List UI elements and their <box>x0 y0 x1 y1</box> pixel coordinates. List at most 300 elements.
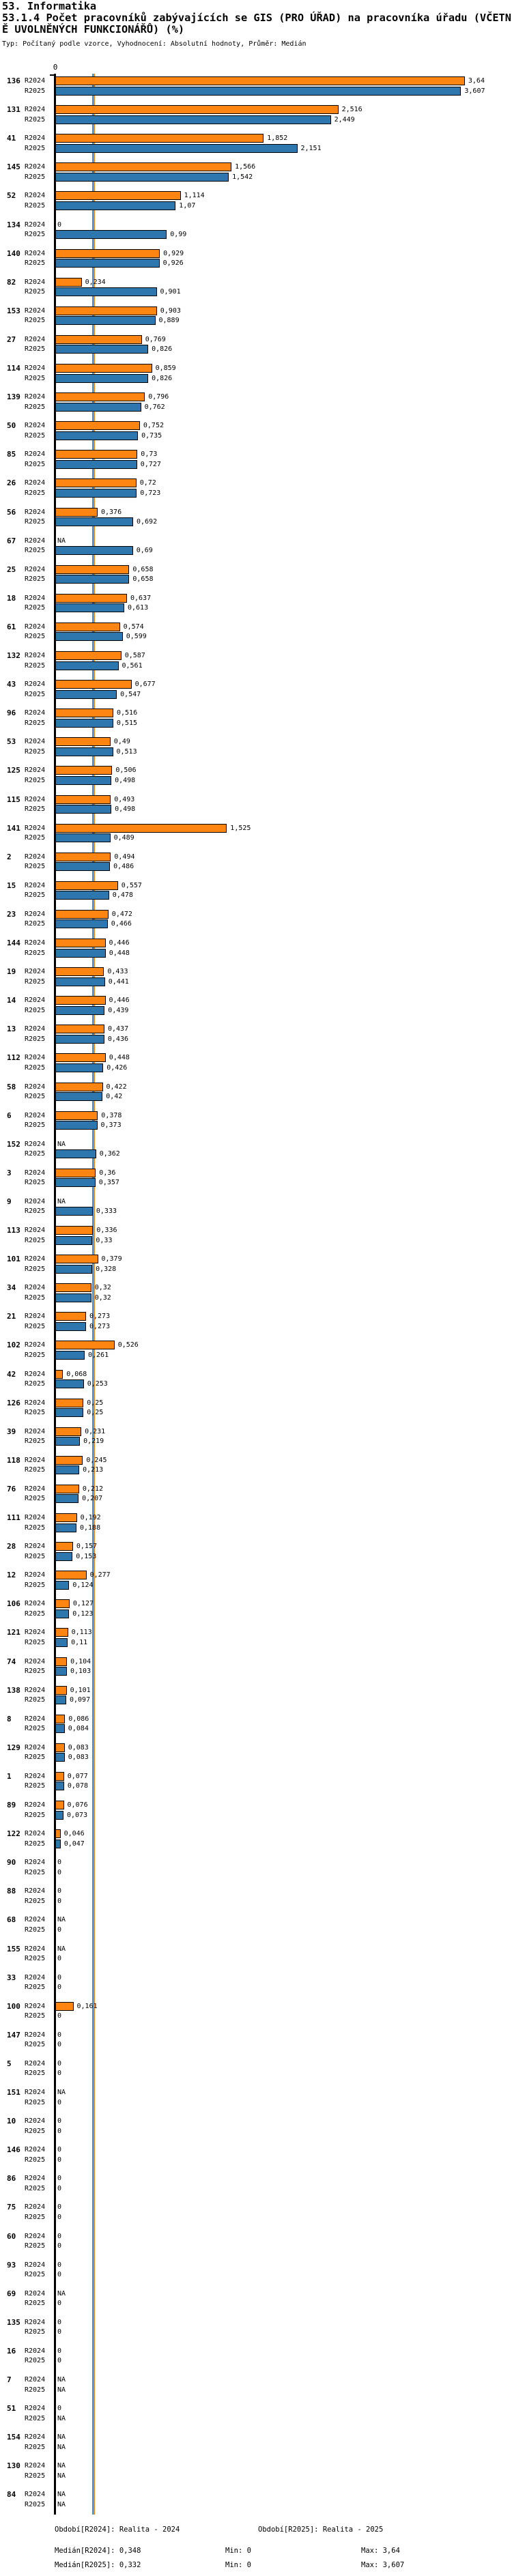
value-label-r2024: NA <box>57 2289 66 2298</box>
group-id-label: 53 <box>7 737 16 747</box>
bar-row-r2025 <box>0 1983 512 1992</box>
series-label-r2025: R2025 <box>25 2098 46 2106</box>
bar-row-r2025 <box>0 1494 512 1503</box>
series-label-r2025: R2025 <box>25 1581 46 1589</box>
bar-row-r2025 <box>0 2127 512 2136</box>
value-bar-r2024 <box>55 680 132 689</box>
bar-group <box>0 1485 512 1504</box>
value-bar-r2024 <box>55 134 264 143</box>
series-label-r2024: R2024 <box>25 939 46 947</box>
bar-group <box>0 1456 512 1476</box>
series-label-r2024: R2024 <box>25 2203 46 2212</box>
series-label-r2024: R2024 <box>25 1255 46 1263</box>
value-bar-r2024 <box>55 1542 73 1551</box>
group-id-label: 10 <box>7 2117 16 2126</box>
bar-row-r2024 <box>0 1283 512 1292</box>
value-bar-r2025 <box>55 489 137 498</box>
series-label-r2025: R2025 <box>25 2156 46 2164</box>
value-label-r2024: 1,114 <box>184 192 205 200</box>
bar-group <box>0 1743 512 1763</box>
bar-row-r2024 <box>0 1973 512 1982</box>
value-bar-r2024 <box>55 824 227 833</box>
bar-row-r2025 <box>0 287 512 296</box>
value-label-r2025: 0,25 <box>87 1409 104 1417</box>
series-label-r2024: R2024 <box>25 278 46 286</box>
series-label-r2024: R2024 <box>25 2491 46 2499</box>
value-label-r2025: 0,11 <box>71 1638 88 1646</box>
value-label-r2024: 0 <box>57 2232 62 2240</box>
value-label-r2024: 0,516 <box>117 709 138 717</box>
series-label-r2025: R2025 <box>25 2414 46 2422</box>
value-label-r2025: 0,273 <box>89 1322 111 1330</box>
value-bar-r2024 <box>55 853 111 861</box>
group-id-label: 114 <box>7 364 20 373</box>
value-label-r2025: 0,926 <box>162 259 184 268</box>
group-id-label: 43 <box>7 680 16 689</box>
bar-row-r2025 <box>0 690 512 699</box>
series-label-r2024: R2024 <box>25 2059 46 2067</box>
bar-group <box>0 76 512 96</box>
value-bar-r2025 <box>55 345 148 354</box>
bar-row-r2024 <box>0 2117 512 2126</box>
bar-row-r2025 <box>0 2356 512 2365</box>
value-bar-r2025 <box>55 575 129 584</box>
group-id-label: 153 <box>7 306 20 315</box>
series-label-r2025: R2025 <box>25 1466 46 1474</box>
value-bar-r2024 <box>55 1341 115 1349</box>
bar-row-r2025 <box>0 805 512 814</box>
group-id-label: 93 <box>7 2260 16 2270</box>
series-label-r2025: R2025 <box>25 201 46 210</box>
bar-group <box>0 450 512 470</box>
bar-row-r2025 <box>0 2040 512 2049</box>
bar-row-r2024 <box>0 2088 512 2097</box>
bar-row-r2025 <box>0 1868 512 1877</box>
value-bar-r2024 <box>55 737 111 746</box>
value-bar-r2025 <box>55 431 138 440</box>
value-label-r2025: 0,735 <box>141 431 162 440</box>
series-label-r2024: R2024 <box>25 249 46 257</box>
value-label-r2024: 0,086 <box>68 1715 89 1723</box>
bar-group <box>0 1887 512 1906</box>
bar-row-r2024 <box>0 1399 512 1407</box>
series-label-r2025: R2025 <box>25 1207 46 1216</box>
bar-row-r2024 <box>0 421 512 430</box>
value-bar-r2025 <box>55 1465 79 1474</box>
value-label-r2025: 0,466 <box>111 920 132 928</box>
bar-row-r2024 <box>0 766 512 775</box>
bar-row-r2025 <box>0 1926 512 1934</box>
value-bar-r2025 <box>55 632 123 641</box>
value-label-r2025: 0 <box>57 2012 62 2020</box>
bar-row-r2024 <box>0 967 512 976</box>
value-label-r2025: 2,449 <box>334 115 355 124</box>
value-bar-r2025 <box>55 949 106 958</box>
series-label-r2025: R2025 <box>25 1955 46 1962</box>
group-id-label: 51 <box>7 2404 16 2414</box>
value-bar-r2025 <box>55 546 133 555</box>
bar-row-r2025 <box>0 201 512 210</box>
series-label-r2024: R2024 <box>25 910 46 918</box>
group-id-label: 9 <box>7 1197 12 1206</box>
series-label-r2024: R2024 <box>25 2376 46 2384</box>
value-label-r2024: 0,25 <box>87 1399 104 1407</box>
value-label-r2024: NA <box>57 1916 66 1924</box>
bar-row-r2025 <box>0 977 512 986</box>
chart-subtitle: Typ: Počítaný podle vzorce, Vyhodnocení: Absolutní hodnoty, Průměr: Medián <box>2 40 307 48</box>
series-label-r2024: R2024 <box>25 192 46 200</box>
series-label-r2025: R2025 <box>25 1523 46 1532</box>
series-label-r2025: R2025 <box>25 805 46 813</box>
series-label-r2024: R2024 <box>25 306 46 315</box>
value-label-r2024: 0,212 <box>82 1485 103 1493</box>
bar-group <box>0 1283 512 1303</box>
bar-row-r2024 <box>0 2347 512 2356</box>
bar-row-r2024 <box>0 478 512 487</box>
value-bar-r2024 <box>55 162 231 171</box>
value-bar-r2025 <box>55 287 157 296</box>
bar-group <box>0 2433 512 2452</box>
bar-group <box>0 1715 512 1734</box>
value-label-r2025: NA <box>57 2414 66 2422</box>
series-label-r2024: R2024 <box>25 1887 46 1895</box>
bar-row-r2025 <box>0 1149 512 1158</box>
value-bar-r2025 <box>55 1638 68 1647</box>
value-label-r2024: 0,49 <box>113 738 130 746</box>
bar-group <box>0 2404 512 2424</box>
value-label-r2024: 0 <box>57 2318 62 2326</box>
bar-row-r2024 <box>0 2002 512 2011</box>
series-label-r2024: R2024 <box>25 364 46 372</box>
bar-row-r2025 <box>0 1265 512 1274</box>
bar-row-r2025 <box>0 1811 512 1820</box>
bar-row-r2024 <box>0 1312 512 1321</box>
value-label-r2024: NA <box>57 2433 66 2442</box>
value-bar-r2025 <box>55 230 167 239</box>
group-id-label: 74 <box>7 1657 16 1666</box>
bar-row-r2025 <box>0 1236 512 1245</box>
series-label-r2024: R2024 <box>25 2002 46 2010</box>
series-label-r2024: R2024 <box>25 2347 46 2355</box>
group-id-label: 85 <box>7 450 16 459</box>
bar-row-r2025 <box>0 546 512 555</box>
value-label-r2025: 0,357 <box>98 1179 119 1187</box>
series-label-r2024: R2024 <box>25 2261 46 2269</box>
series-label-r2025: R2025 <box>25 1725 46 1733</box>
group-id-label: 118 <box>7 1455 20 1465</box>
group-id-label: 34 <box>7 1283 16 1293</box>
value-label-r2025: 0,692 <box>137 518 158 526</box>
value-label-r2025: 0,486 <box>113 863 134 871</box>
series-label-r2025: R2025 <box>25 1696 46 1704</box>
bar-row-r2024 <box>0 1542 512 1551</box>
bar-row-r2024 <box>0 2261 512 2270</box>
value-bar-r2024 <box>55 881 118 890</box>
series-label-r2025: R2025 <box>25 2500 46 2508</box>
series-label-r2025: R2025 <box>25 173 46 181</box>
bar-row-r2025 <box>0 833 512 842</box>
bar-row-r2024 <box>0 939 512 947</box>
bar-row-r2025 <box>0 603 512 612</box>
bar-row-r2025 <box>0 1753 512 1762</box>
bar-group <box>0 1399 512 1418</box>
series-label-r2024: R2024 <box>25 508 46 516</box>
bar-group <box>0 2031 512 2050</box>
group-id-label: 12 <box>7 1571 16 1580</box>
value-bar-r2024 <box>55 1715 65 1723</box>
series-label-r2025: R2025 <box>25 2357 46 2365</box>
series-label-r2024: R2024 <box>25 1370 46 1378</box>
value-label-r2024: 0 <box>57 1859 62 1867</box>
value-label-r2025: 0 <box>57 2156 62 2164</box>
series-label-r2024: R2024 <box>25 2462 46 2470</box>
series-label-r2025: R2025 <box>25 1351 46 1359</box>
series-label-r2024: R2024 <box>25 2433 46 2442</box>
value-bar-r2024 <box>55 709 113 717</box>
series-label-r2024: R2024 <box>25 163 46 171</box>
value-bar-r2024 <box>55 1255 98 1263</box>
bar-row-r2024 <box>0 1599 512 1608</box>
bar-row-r2024 <box>0 1915 512 1924</box>
bar-row-r2024 <box>0 2433 512 2442</box>
bar-row-r2024 <box>0 2375 512 2384</box>
value-label-r2024: 2,516 <box>341 106 362 114</box>
bar-row-r2024 <box>0 392 512 401</box>
value-label-r2024: 0 <box>57 220 62 229</box>
bar-group <box>0 1628 512 1648</box>
value-label-r2025: 0,723 <box>140 489 161 497</box>
bar-row-r2025 <box>0 1379 512 1388</box>
bar-group <box>0 1513 512 1533</box>
bar-group <box>0 2203 512 2222</box>
series-label-r2024: R2024 <box>25 335 46 343</box>
group-id-label: 130 <box>7 2461 20 2471</box>
value-bar-r2024 <box>55 1283 91 1292</box>
bar-row-r2024 <box>0 249 512 258</box>
value-label-r2024: 0 <box>57 2146 62 2154</box>
value-bar-r2025 <box>55 891 109 900</box>
series-label-r2024: R2024 <box>25 220 46 229</box>
value-label-r2024: 0,637 <box>130 594 152 602</box>
bar-group <box>0 105 512 125</box>
bar-row-r2024 <box>0 709 512 717</box>
bar-row-r2024 <box>0 2059 512 2068</box>
group-id-label: 25 <box>7 564 16 574</box>
bar-row-r2024 <box>0 1197 512 1206</box>
bar-group <box>0 278 512 298</box>
value-bar-r2024 <box>55 478 137 487</box>
value-bar-r2025 <box>55 805 111 814</box>
group-id-label: 86 <box>7 2174 16 2184</box>
group-id-label: 41 <box>7 134 16 143</box>
bar-row-r2025 <box>0 1581 512 1590</box>
series-label-r2025: R2025 <box>25 920 46 928</box>
series-label-r2024: R2024 <box>25 1140 46 1148</box>
page-title: 53. Informatika <box>2 0 97 12</box>
group-id-label: 18 <box>7 593 16 603</box>
series-label-r2025: R2025 <box>25 144 46 152</box>
bar-row-r2024 <box>0 1715 512 1723</box>
bar-row-r2025 <box>0 1035 512 1044</box>
value-bar-r2025 <box>55 403 141 412</box>
series-label-r2024: R2024 <box>25 1859 46 1867</box>
value-label-r2025: 0,478 <box>112 891 133 900</box>
bar-group <box>0 2461 512 2481</box>
group-id-label: 7 <box>7 2375 12 2384</box>
value-label-r2025: NA <box>57 2500 66 2508</box>
bar-row-r2025 <box>0 1552 512 1561</box>
bar-group <box>0 1111 512 1131</box>
bar-group <box>0 1025 512 1044</box>
value-label-r2025: 0 <box>57 1926 62 1934</box>
group-id-label: 23 <box>7 909 16 919</box>
value-label-r2025: 0,658 <box>132 575 154 584</box>
bar-row-r2025 <box>0 2184 512 2193</box>
bar-row-r2025 <box>0 891 512 900</box>
bar-row-r2024 <box>0 1140 512 1149</box>
value-label-r2025: 0 <box>57 2271 62 2279</box>
value-label-r2024: NA <box>57 1945 66 1953</box>
series-label-r2025: R2025 <box>25 2472 46 2480</box>
bar-row-r2024 <box>0 651 512 660</box>
group-id-label: 75 <box>7 2203 16 2212</box>
series-label-r2025: R2025 <box>25 547 46 555</box>
value-bar-r2025 <box>55 1408 83 1417</box>
bar-row-r2024 <box>0 565 512 574</box>
bar-group <box>0 766 512 786</box>
series-label-r2024: R2024 <box>25 824 46 832</box>
series-label-r2024: R2024 <box>25 767 46 775</box>
footer-median-r2025: Medián[R2025]: 0,332 <box>55 2561 141 2569</box>
series-label-r2024: R2024 <box>25 795 46 803</box>
value-label-r2024: 0,127 <box>72 1600 94 1608</box>
series-label-r2024: R2024 <box>25 1973 46 1981</box>
value-bar-r2025 <box>55 115 331 124</box>
value-bar-r2024 <box>55 450 137 459</box>
series-label-r2024: R2024 <box>25 709 46 717</box>
series-label-r2025: R2025 <box>25 977 46 986</box>
series-label-r2024: R2024 <box>25 1715 46 1723</box>
bar-row-r2025 <box>0 1207 512 1216</box>
value-label-r2024: 0,077 <box>67 1772 88 1780</box>
value-label-r2025: 0,826 <box>152 345 173 354</box>
value-bar-r2025 <box>55 603 124 612</box>
value-bar-r2025 <box>55 374 148 383</box>
bar-row-r2025 <box>0 1351 512 1360</box>
value-bar-r2024 <box>55 1657 67 1666</box>
value-label-r2025: 0,613 <box>128 604 149 612</box>
value-label-r2024: 0 <box>57 2117 62 2126</box>
bar-group <box>0 1226 512 1246</box>
series-label-r2024: R2024 <box>25 1341 46 1349</box>
bar-group <box>0 1370 512 1390</box>
value-label-r2024: NA <box>57 536 66 545</box>
value-bar-r2024 <box>55 651 122 660</box>
value-label-r2024: 3,64 <box>468 77 485 85</box>
value-label-r2025: 0 <box>57 1955 62 1962</box>
bar-row-r2024 <box>0 2289 512 2298</box>
bar-row-r2025 <box>0 2500 512 2509</box>
bar-group <box>0 1772 512 1792</box>
bar-group <box>0 421 512 441</box>
group-id-label: 13 <box>7 1025 16 1034</box>
bar-row-r2025 <box>0 2328 512 2336</box>
value-label-r2024: 0,157 <box>76 1543 97 1551</box>
series-label-r2025: R2025 <box>25 1093 46 1100</box>
value-bar-r2024 <box>55 1370 63 1379</box>
value-label-r2025: 0 <box>57 2242 62 2250</box>
bar-row-r2025 <box>0 2386 512 2394</box>
value-bar-r2025 <box>55 1840 61 1848</box>
bar-row-r2024 <box>0 76 512 85</box>
series-label-r2024: R2024 <box>25 479 46 487</box>
group-id-label: 115 <box>7 795 20 804</box>
value-label-r2025: 0,826 <box>152 374 173 382</box>
value-label-r2025: 0,124 <box>72 1581 94 1589</box>
series-label-r2025: R2025 <box>25 776 46 784</box>
value-bar-r2025 <box>55 1121 98 1130</box>
value-bar-r2024 <box>55 105 339 114</box>
group-id-label: 16 <box>7 2346 16 2356</box>
bar-row-r2025 <box>0 949 512 958</box>
value-bar-r2025 <box>55 87 461 96</box>
value-bar-r2024 <box>55 1169 96 1177</box>
bar-group <box>0 1571 512 1590</box>
group-id-label: 102 <box>7 1341 20 1350</box>
group-id-label: 111 <box>7 1513 20 1522</box>
value-label-r2025: 0 <box>57 2300 62 2308</box>
group-id-label: 84 <box>7 2490 16 2500</box>
bar-row-r2024 <box>0 1226 512 1235</box>
series-label-r2024: R2024 <box>25 1916 46 1924</box>
value-label-r2025: 0,32 <box>94 1293 111 1302</box>
value-label-r2024: 0,506 <box>115 767 137 775</box>
bar-group <box>0 565 512 585</box>
group-id-label: 67 <box>7 536 16 545</box>
series-label-r2025: R2025 <box>25 2070 46 2078</box>
value-bar-r2025 <box>55 1609 69 1618</box>
value-label-r2024: 0,36 <box>99 1169 116 1177</box>
value-bar-r2024 <box>55 1485 79 1493</box>
series-label-r2024: R2024 <box>25 1399 46 1407</box>
bar-row-r2024 <box>0 996 512 1005</box>
group-id-label: 151 <box>7 2088 20 2097</box>
value-label-r2024: 0,234 <box>85 278 106 286</box>
bar-row-r2025 <box>0 2156 512 2164</box>
bar-row-r2025 <box>0 1609 512 1618</box>
value-label-r2025: 0 <box>57 1868 62 1876</box>
series-label-r2024: R2024 <box>25 2318 46 2326</box>
footer-max-r2025: Max: 3,607 <box>361 2561 405 2569</box>
value-bar-r2025 <box>55 1006 104 1015</box>
series-label-r2025: R2025 <box>25 1437 46 1446</box>
series-label-r2025: R2025 <box>25 345 46 354</box>
value-label-r2025: 0,097 <box>70 1696 91 1704</box>
group-id-label: 131 <box>7 105 20 115</box>
value-bar-r2025 <box>55 1178 96 1187</box>
group-id-label: 52 <box>7 191 16 201</box>
value-label-r2025: NA <box>57 2386 66 2394</box>
series-label-r2024: R2024 <box>25 2031 46 2039</box>
bar-row-r2025 <box>0 2098 512 2107</box>
series-label-r2024: R2024 <box>25 1801 46 1809</box>
value-bar-r2025 <box>55 1063 103 1072</box>
value-label-r2025: 0,498 <box>115 776 136 784</box>
series-label-r2025: R2025 <box>25 1265 46 1273</box>
value-label-r2024: 0,72 <box>139 479 156 487</box>
series-label-r2025: R2025 <box>25 1236 46 1244</box>
bar-group <box>0 680 512 700</box>
